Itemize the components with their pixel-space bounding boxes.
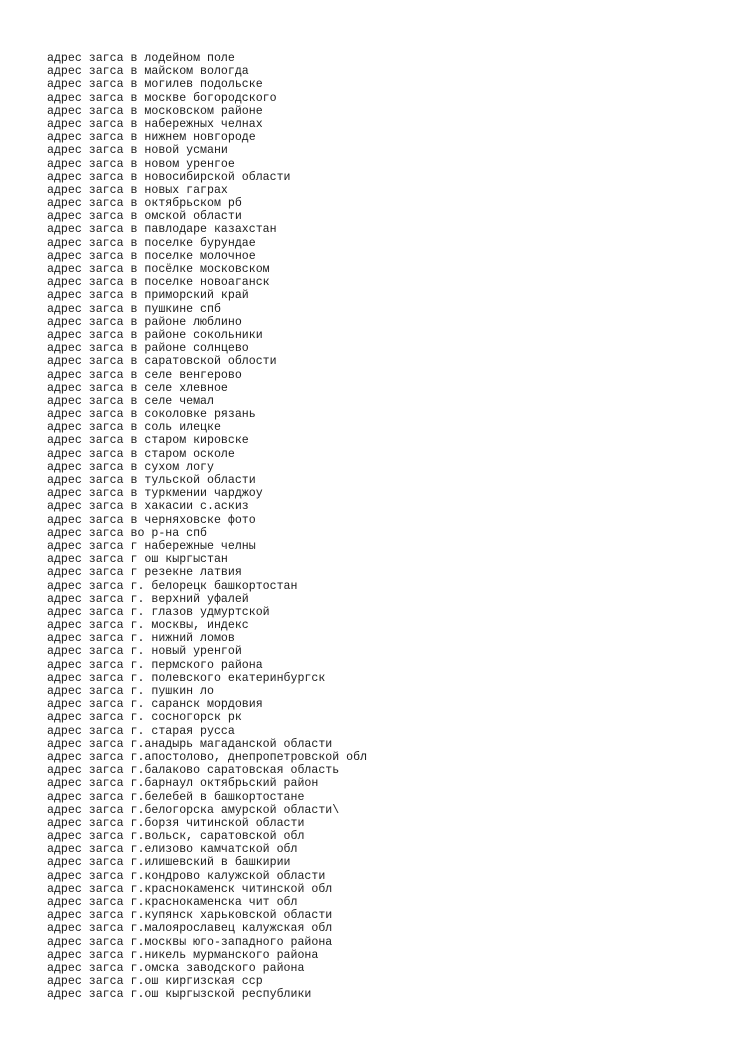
text-line: адрес загса в набережных челнах — [47, 117, 263, 131]
text-line: адрес загса г.краснокаменск читинской обл — [47, 882, 333, 896]
text-line: адрес загса в районе сокольники — [47, 328, 263, 342]
text-line: адрес загса в майском вологда — [47, 65, 249, 79]
text-line: адрес загса г.купянск харьковской области — [47, 909, 333, 923]
text-line: адрес загса г.краснокаменска чит обл — [47, 896, 298, 909]
text-line: адрес загса г. пушкин ло — [47, 685, 214, 698]
text-line: адрес загса г.омска заводского района — [47, 961, 305, 975]
text-line: адрес загса в омской области — [47, 210, 242, 224]
text-line: адрес загса г. глазов удмуртской — [47, 605, 270, 619]
text-line: адрес загса г. новый уренгой — [47, 645, 242, 659]
text-line: адрес загса в туркмении чарджоу — [47, 487, 263, 501]
text-line: адрес загса г. белорецк башкортостан — [47, 579, 298, 593]
text-line: адрес загса г.елизово камчатской обл — [47, 843, 298, 857]
text-line: адрес загса г.ош киргизская сср — [47, 975, 263, 989]
text-line: адрес загса в саратовской облости — [47, 355, 277, 369]
text-line: адрес загса в новосибирской области — [47, 170, 291, 184]
text-line: адрес загса г. пермского района — [47, 658, 263, 672]
text-line: адрес загса в поселке бурундае — [47, 236, 256, 250]
text-line: адрес загса в сухом логу — [47, 460, 214, 474]
text-line: адрес загса г. сосногорск рк — [47, 711, 242, 725]
text-line: адрес загса в старом осколе — [47, 447, 235, 461]
text-line: адрес загса г.балаково саратовская область — [47, 764, 340, 778]
document-page — [47, 52, 737, 1002]
text-line: адрес загса в районе люблино — [47, 315, 242, 329]
text-line: адрес загса г.ош кыргызской республики — [47, 988, 312, 1002]
text-line: адрес загса в районе солнцево — [47, 342, 249, 356]
text-line: адрес загса в новой усмани — [47, 144, 228, 158]
text-line: адрес загса в московском районе — [47, 104, 263, 118]
text-line: адрес загса г.анадырь магаданской области — [47, 737, 333, 751]
text-line: адрес загса г. нижний ломов — [47, 632, 235, 646]
text-line: адрес загса г.кондрово калужской области — [47, 869, 326, 883]
text-line: адрес загса в павлодаре казахстан — [47, 223, 277, 237]
text-line: адрес загса в хакасии с.аскиз — [47, 500, 249, 514]
text-line: адрес загса г.никель мурманского района — [47, 948, 319, 962]
text-line: адрес загса г.барнаул октябрьский район — [47, 777, 319, 791]
text-line: адрес загса в нижнем новгороде — [47, 131, 256, 145]
text-line: адрес загса г.малоярославец калужская обл — [47, 922, 333, 936]
text-line: адрес загса в черняховске фото — [47, 513, 256, 527]
text-line: адрес загса г. москвы, индекс — [47, 619, 249, 633]
text-line: адрес загса г ош кыргыстан — [47, 553, 228, 567]
text-line: адрес загса в пушкине спб — [47, 302, 221, 316]
text-line: адрес загса г.борзя читинской области — [47, 816, 305, 830]
text-line: адрес загса в октябрьском рб — [47, 197, 242, 211]
text-line: адрес загса г. полевского екатеринбургск — [47, 671, 326, 685]
text-line: адрес загса г.илишевский в башкирии — [47, 856, 291, 870]
text-line: адрес загса в соколовке рязань — [47, 408, 256, 422]
text-line: адрес загса в посёлке московском — [47, 263, 270, 276]
text-line: адрес загса г. верхний уфалей — [47, 592, 249, 606]
text-line: адрес загса в новом уренгое — [47, 157, 235, 171]
text-lines — [47, 52, 737, 1002]
text-line: адрес загса в поселке новоаганск — [47, 276, 270, 290]
text-line: адрес загса г.вольск, саратовской обл — [47, 830, 305, 844]
text-line: адрес загса в новых гаграх — [47, 183, 228, 197]
text-line: адрес загса г.белебей в башкортостане — [47, 790, 305, 804]
text-line: адрес загса г.белогорска амурской области\ — [47, 803, 340, 817]
text-line: адрес загса г. старая русса — [47, 724, 235, 738]
text-line: адрес загса в могилев подольске — [47, 78, 263, 92]
text-line: адрес загса г.москвы юго-западного района — [47, 935, 333, 949]
text-line: адрес загса в селе чемал — [47, 394, 214, 408]
text-line: адрес загса в старом кировске — [47, 434, 249, 448]
text-line: адрес загса в приморский край — [47, 289, 249, 303]
text-line: адрес загса в селе венгерово — [47, 368, 242, 382]
text-line: адрес загса г.апостолово, днепропетровской обл — [47, 750, 368, 764]
text-line: адрес загса в поселке молочное — [47, 249, 256, 263]
text-line: адрес загса в селе хлевное — [47, 381, 228, 395]
text-line: адрес загса г резекне латвия — [47, 566, 242, 580]
text-line: адрес загса в москве богородского — [47, 91, 277, 105]
text-line: адрес загса в лодейном поле — [47, 52, 235, 65]
text-line: адрес загса в тульской области — [47, 474, 256, 487]
text-line: адрес загса г. саранск мордовия — [47, 698, 263, 712]
text-line: адрес загса г набережные челны — [47, 539, 256, 553]
text-line: адрес загса в соль илецке — [47, 421, 221, 435]
text-line: адрес загса во р-на спб — [47, 526, 208, 540]
